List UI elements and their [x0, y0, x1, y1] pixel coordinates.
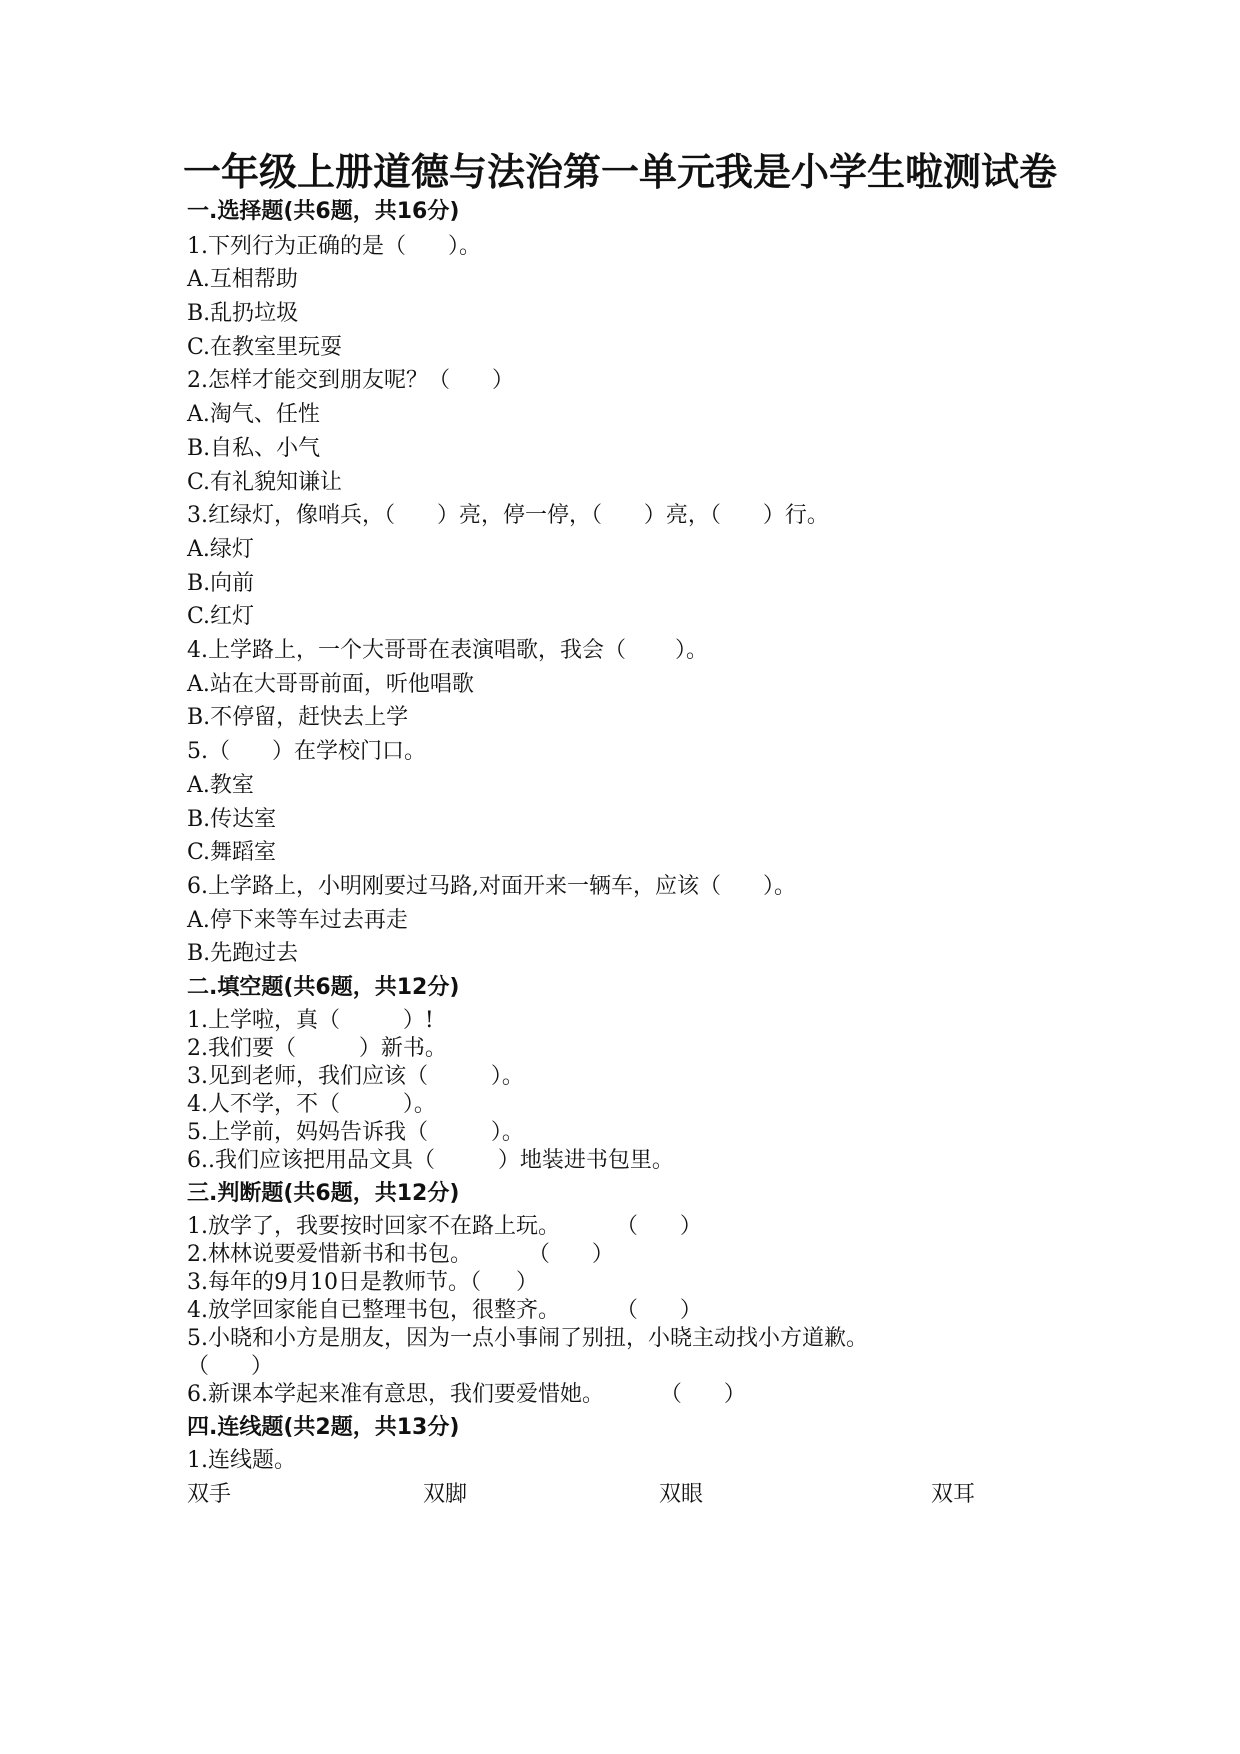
question-line: 1.连线题。 [187, 1448, 296, 1473]
question-line: 4.人不学，不（ ）。 [187, 1092, 436, 1117]
option-line: A.停下来等车过去再走 [187, 908, 408, 933]
match-item-feet: 双脚 [423, 1482, 468, 1507]
question-line: 4.放学回家能自已整理书包，很整齐。 （ ） [187, 1298, 702, 1323]
option-line: A.教室 [187, 773, 254, 798]
question-line: 6.新课本学起来准有意思，我们要爱惜她。 （ ） [187, 1382, 746, 1407]
option-line: A.站在大哥哥前面，听他唱歌 [187, 672, 474, 697]
option-line: C.舞蹈室 [187, 840, 277, 865]
question-line: 1.下列行为正确的是（ ）。 [187, 234, 481, 259]
question-line: 6.上学路上，小明刚要过马路,对面开来一辆车，应该（ ）。 [187, 874, 796, 899]
question-line: 2.怎样才能交到朋友呢？（ ） [187, 368, 514, 393]
question-line: 5.上学前，妈妈告诉我（ ）。 [187, 1120, 524, 1145]
match-item-ears: 双耳 [931, 1482, 976, 1507]
option-line: C.在教室里玩耍 [187, 335, 343, 360]
option-line: C.红灯 [187, 604, 255, 629]
option-line: A.绿灯 [187, 537, 254, 562]
option-line: B.传达室 [187, 807, 277, 832]
question-line: 6..我们应该把用品文具（ ）地装进书包里。 [187, 1148, 674, 1173]
answer-blank-line: （ ） [187, 1354, 273, 1379]
section-heading-matching: 四.连线题(共2题，共13分) [187, 1415, 460, 1440]
match-item-hands: 双手 [187, 1482, 232, 1507]
question-line: 3.每年的9月10日是教师节。（ ） [187, 1270, 538, 1295]
question-line: 5.（ ）在学校门口。 [187, 739, 426, 764]
section-heading-fill-blank: 二.填空题(共6题，共12分) [187, 975, 460, 1000]
question-line: 3.见到老师，我们应该（ ）。 [187, 1064, 524, 1089]
option-line: B.先跑过去 [187, 941, 299, 966]
question-line: 4.上学路上，一个大哥哥在表演唱歌，我会（ ）。 [187, 638, 708, 663]
question-line: 2.我们要（ ）新书。 [187, 1036, 447, 1061]
exam-title: 一年级上册道德与法治第一单元我是小学生啦测试卷 [182, 150, 1057, 194]
option-line: C.有礼貌知谦让 [187, 470, 343, 495]
section-heading-true-false: 三.判断题(共6题，共12分) [187, 1181, 460, 1206]
option-line: B.乱扔垃圾 [187, 301, 299, 326]
option-line: A.淘气、任性 [187, 402, 320, 427]
option-line: B.自私、小气 [187, 436, 321, 461]
option-line: B.向前 [187, 571, 255, 596]
option-line: B.不停留，赶快去上学 [187, 705, 409, 730]
question-line: 2.林林说要爱惜新书和书包。 （ ） [187, 1242, 614, 1267]
question-line: 1.上学啦，真（ ）! [187, 1008, 434, 1033]
option-line: A.互相帮助 [187, 267, 298, 292]
question-line: 1.放学了，我要按时回家不在路上玩。 （ ） [187, 1214, 702, 1239]
section-heading-choice: 一.选择题(共6题，共16分) [187, 199, 460, 224]
question-line: 5.小晓和小方是朋友，因为一点小事闹了别扭，小晓主动找小方道歉。 [187, 1326, 868, 1351]
question-line: 3.红绿灯，像哨兵，（ ）亮，停一停，（ ）亮，（ ）行。 [187, 503, 829, 528]
match-item-eyes: 双眼 [659, 1482, 704, 1507]
